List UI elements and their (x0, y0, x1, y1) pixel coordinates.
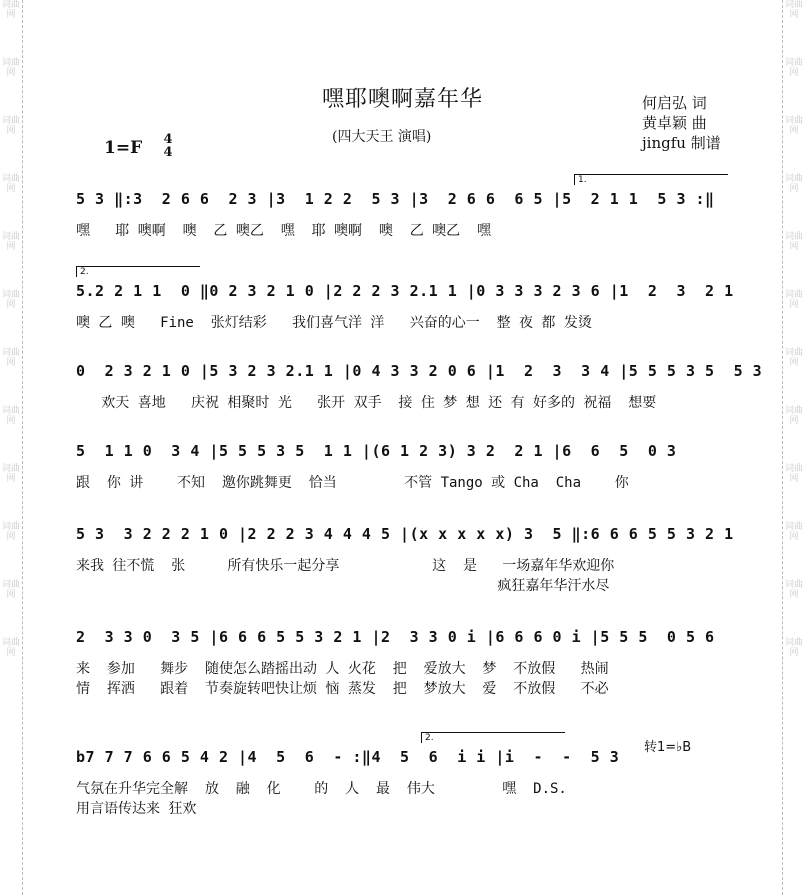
lyric-line: 噢 乙 噢 Fine 张灯结彩 我们喜气洋 洋 兴奋的心一 整 夜 都 发烫 (76, 315, 592, 331)
watermark: 词曲网 (1, 58, 20, 78)
notation-line: 5 3 ‖:3 2 6 6 2 3 |3 1 2 2 5 3 |3 2 6 6 6 5 |5 2 1 1 5 3 :‖ (76, 190, 715, 208)
watermark: 词曲网 (784, 174, 803, 194)
lyric-line: 跟 你 讲 不知 邀你跳舞更 恰当 不管 Tango 或 Cha Cha 你 (76, 475, 629, 491)
watermark: 词曲网 (1, 638, 20, 658)
watermark: 词曲网 (1, 464, 20, 484)
volta-bracket: 1. (574, 174, 728, 185)
notation-line: b7 7 7 6 6 5 4 2 |4 5 6 - :‖4 5 6 i i |i - - 5 3 (76, 748, 620, 766)
lyric-line: 欢天 喜地 庆祝 相聚时 光 张开 双手 接 住 梦 想 还 有 好多的 祝福 想要 (76, 395, 657, 411)
time-denominator: 4 (163, 145, 173, 160)
composer-credit: 黄卓颖 曲 (642, 114, 707, 132)
lyric-line: 来我 往不慌 张 所有快乐一起分享 这 是 一场嘉年华欢迎你 (76, 558, 615, 574)
notation-line: 5 3 3 2 2 2 1 0 |2 2 2 3 4 4 4 5 |(x x x x x) 3 5 ‖:6 6 6 5 5 3 2 1 (76, 525, 734, 543)
lyric-line: 来 参加 舞步 随使怎么踏摇出动 人 火花 把 爱放大 梦 不放假 热闹 (76, 661, 609, 677)
watermark: 词曲网 (1, 580, 20, 600)
lyric-line-verse-2: 情 挥洒 跟着 节奏旋转吧快让烦 恼 蒸发 把 梦放大 爱 不放假 不必 (76, 681, 609, 697)
notation-line: 5.2 2 1 1 0 ‖0 2 3 2 1 0 |2 2 2 3 2.1 1 |0 3 3 3 2 3 6 |1 2 3 2 1 (76, 282, 734, 300)
watermark: 词曲网 (784, 290, 803, 310)
lyricist-credit: 何启弘 词 (642, 94, 707, 112)
watermark: 词曲网 (784, 406, 803, 426)
watermark: 词曲网 (1, 290, 20, 310)
song-title: 嘿耶噢啊嘉年华 (322, 87, 484, 112)
lyric-line-verse-2: 用言语传达来 狂欢 (76, 801, 197, 817)
watermark: 词曲网 (784, 348, 803, 368)
volta-bracket: 2. (421, 732, 565, 743)
watermark: 词曲网 (1, 0, 20, 20)
time-signature (160, 133, 176, 159)
watermark: 词曲网 (784, 638, 803, 658)
modulation-mark: 转1=♭B (644, 740, 692, 755)
watermark: 词曲网 (1, 522, 20, 542)
watermark: 词曲网 (784, 116, 803, 136)
watermark: 词曲网 (1, 116, 20, 136)
left-watermark-strip (0, 0, 23, 895)
watermark: 词曲网 (1, 232, 20, 252)
key-signature: 1=F (104, 138, 143, 158)
watermark: 词曲网 (1, 348, 20, 368)
watermark: 词曲网 (784, 58, 803, 78)
notation-line: 0 2 3 2 1 0 |5 3 2 3 2.1 1 |0 4 3 3 2 0 6 |1 2 3 3 4 |5 5 5 3 5 5 3 (76, 362, 763, 380)
score-sheet (22, 0, 783, 895)
watermark: 词曲网 (784, 464, 803, 484)
lyric-line: 气氛在升华完全解 放 融 化 的 人 最 伟大 嘿 D.S. (76, 781, 567, 797)
time-numerator: 4 (163, 132, 173, 147)
performer-line: (四大天王 演唱) (332, 129, 432, 145)
arranger-credit: jingfu 制谱 (642, 134, 721, 152)
watermark: 词曲网 (1, 406, 20, 426)
notation-line: 2 3 3 0 3 5 |6 6 6 5 5 3 2 1 |2 3 3 0 i |6 6 6 0 i |5 5 5 0 5 6 (76, 628, 715, 646)
watermark: 词曲网 (784, 580, 803, 600)
watermark: 词曲网 (784, 522, 803, 542)
watermark: 词曲网 (784, 232, 803, 252)
notation-line: 5 1 1 0 3 4 |5 5 5 3 5 1 1 |(6 1 2 3) 3 2 2 1 |6 6 5 0 3 (76, 442, 677, 460)
volta-bracket: 2. (76, 266, 200, 277)
watermark: 词曲网 (784, 0, 803, 20)
lyric-line: 嘿 耶 噢啊 噢 乙 噢乙 嘿 耶 噢啊 噢 乙 噢乙 嘿 (76, 223, 492, 239)
lyric-line-verse-2: 疯狂嘉年华汗水尽 (76, 578, 610, 594)
right-watermark-strip (782, 0, 805, 895)
watermark: 词曲网 (1, 174, 20, 194)
